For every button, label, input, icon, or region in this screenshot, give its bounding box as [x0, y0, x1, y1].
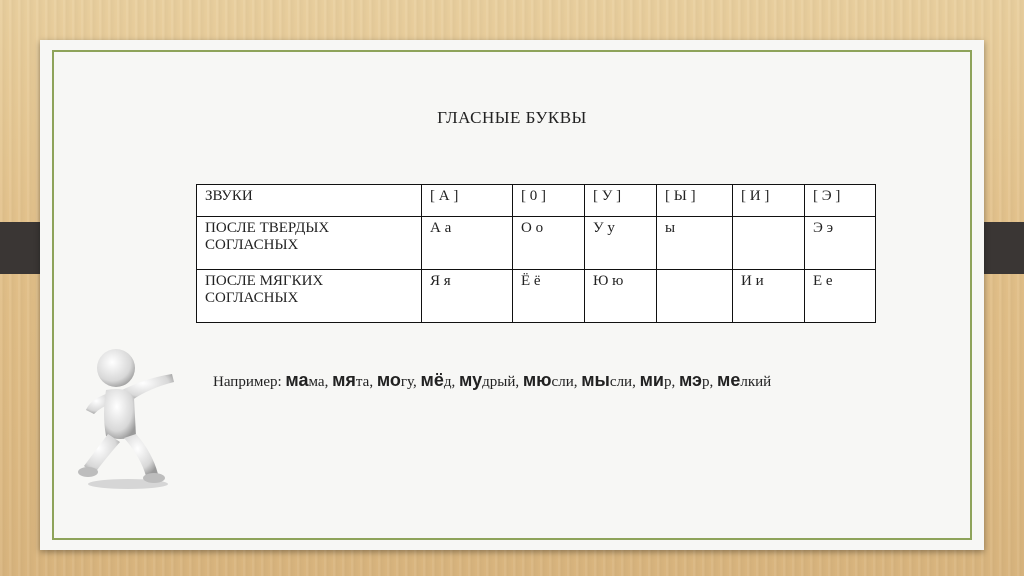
word-rest: та — [355, 374, 370, 390]
table-header-row — [197, 185, 876, 217]
stressed-syllable: мё — [420, 370, 444, 390]
word-separator: , — [451, 374, 460, 390]
stressed-syllable: мэ — [678, 370, 702, 390]
stressed-syllable: мя — [332, 370, 356, 390]
word-rest: дрый — [482, 374, 516, 390]
table-cell: У у — [585, 217, 657, 270]
header-cell: [ У ] — [585, 185, 657, 217]
table-cell: Я я — [422, 270, 513, 323]
header-cell: [ Ы ] — [657, 185, 733, 217]
example-word — [522, 370, 582, 390]
table-cell: А а — [422, 217, 513, 270]
word-separator: , — [324, 374, 333, 390]
header-cell: [ 0 ] — [513, 185, 585, 217]
stressed-syllable: ма — [285, 370, 309, 390]
table-cell: Ё ё — [513, 270, 585, 323]
stressed-syllable: ми — [639, 370, 664, 390]
word-separator: , — [573, 374, 582, 390]
table-cell: Ю ю — [585, 270, 657, 323]
table-cell — [733, 217, 805, 270]
header-cell: [ А ] — [422, 185, 513, 217]
word-rest: гу — [400, 374, 414, 390]
example-lead: Например: — [213, 374, 286, 390]
word-separator: , — [632, 374, 640, 390]
example-word — [581, 370, 640, 390]
word-rest: ма — [308, 374, 325, 390]
slide — [40, 40, 984, 550]
table-cell: О о — [513, 217, 585, 270]
word-rest: лкий — [740, 374, 772, 390]
word-separator: , — [369, 374, 377, 390]
example-word — [376, 370, 421, 390]
vowels-table — [196, 184, 876, 323]
example-word — [717, 370, 772, 390]
pointing-3d-person-icon — [76, 338, 178, 490]
stressed-syllable: ме — [717, 370, 741, 390]
header-cell: ЗВУКИ — [197, 185, 422, 217]
example-word — [285, 370, 333, 390]
example-word — [420, 370, 460, 390]
slide-title: ГЛАСНЫЕ БУКВЫ — [437, 108, 587, 127]
example-word — [459, 370, 523, 390]
word-separator: , — [413, 374, 421, 390]
stressed-syllable: мо — [376, 370, 401, 390]
header-cell: [ И ] — [733, 185, 805, 217]
example-word — [678, 370, 717, 390]
table-cell: Э э — [805, 217, 876, 270]
table-row — [197, 270, 876, 323]
word-rest: сли — [609, 374, 633, 390]
word-rest: р — [702, 374, 710, 390]
example-line — [213, 370, 771, 391]
table-cell: И и — [733, 270, 805, 323]
word-separator: , — [709, 374, 717, 390]
word-separator: , — [515, 374, 523, 390]
word-rest: сли — [551, 374, 574, 390]
header-cell: [ Э ] — [805, 185, 876, 217]
table-cell: Е е — [805, 270, 876, 323]
table-cell — [657, 270, 733, 323]
word-rest: р — [663, 374, 672, 390]
stressed-syllable: мы — [581, 370, 610, 390]
word-rest: д — [443, 374, 452, 390]
row-label: ПОСЛЕ МЯГКИХ СОГЛАСНЫХ — [197, 270, 422, 323]
example-word — [332, 370, 377, 390]
row-label: ПОСЛЕ ТВЕРДЫХ СОГЛАСНЫХ — [197, 217, 422, 270]
table-row — [197, 217, 876, 270]
stressed-syllable: мю — [522, 370, 552, 390]
stressed-syllable: му — [459, 370, 483, 390]
table-cell: ы — [657, 217, 733, 270]
example-word — [639, 370, 679, 390]
word-separator: , — [671, 374, 679, 390]
